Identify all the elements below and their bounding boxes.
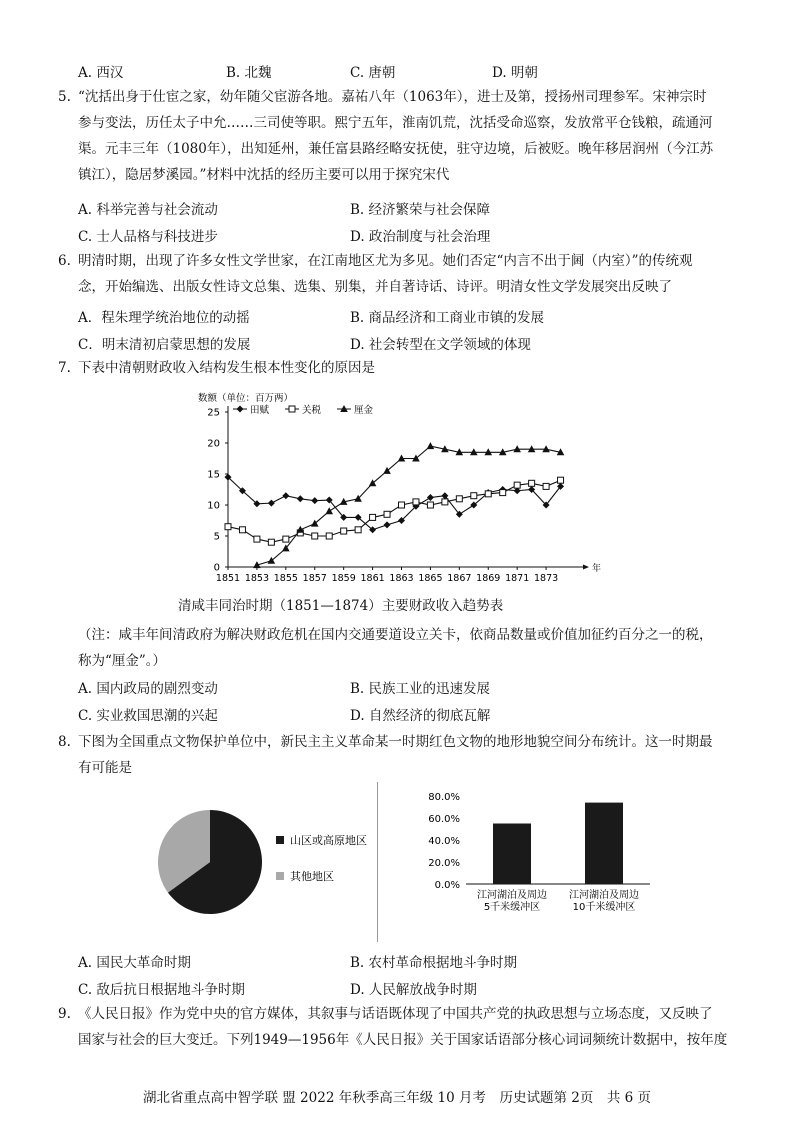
q4-option-d: D. 明朝 — [492, 65, 538, 81]
y-tick-label: 80.0% — [428, 792, 460, 803]
q7-stem: 下表中清朝财政收入结构发生根本性变化的原因是 — [78, 360, 375, 376]
chart-note — [78, 622, 748, 674]
data-point — [311, 497, 318, 504]
q8-option-b: B. 农村革命根据地斗争时期 — [350, 955, 518, 971]
note-line: 称为“厘金”。） — [78, 653, 167, 669]
data-point — [456, 496, 462, 502]
x-tick-label: 1853 — [244, 573, 270, 584]
question-7 — [58, 355, 748, 381]
q6-line: 明清时期，出现了许多女性文学世家，在江南地区尤为多见。她们否定“内言不出于阃（内室）”的传统观 — [78, 253, 693, 269]
q7-option-b: B. 民族工业的迅速发展 — [350, 681, 491, 697]
x-tick-label: 1855 — [273, 573, 298, 584]
q7-option-d: D. 自然经济的彻底瓦解 — [350, 708, 491, 724]
data-point — [485, 491, 491, 497]
legend-swatch — [276, 836, 284, 844]
q6-option-c: C．明末清初启蒙思想的发展 — [78, 337, 251, 353]
data-point — [268, 500, 275, 507]
y-tick-label: 0 — [213, 562, 220, 574]
data-point — [225, 524, 231, 530]
legend-label: 其他地区 — [290, 870, 334, 883]
data-point — [312, 533, 318, 539]
y-tick-label: 15 — [207, 469, 220, 481]
x-category-label: 江河湖泊及周边 — [477, 890, 547, 901]
data-point — [442, 499, 448, 505]
series-line — [257, 446, 561, 565]
x-tick-label: 1851 — [215, 573, 241, 584]
y-tick-label: 20 — [207, 438, 220, 450]
data-point — [427, 442, 435, 449]
series-line — [228, 477, 561, 530]
data-point — [325, 507, 333, 514]
y-tick-label: 25 — [207, 407, 220, 419]
q4-option-b: B. 北魏 — [226, 65, 272, 81]
data-point — [297, 495, 304, 502]
series-line — [228, 480, 561, 542]
q5-option-b: B. 经济繁荣与社会保障 — [350, 202, 491, 218]
q8-line: 有可能是 — [78, 760, 132, 776]
q5-option-d: D. 政治制度与社会治理 — [350, 229, 491, 245]
data-point — [296, 526, 304, 533]
q5-line: 镇江），隐居梦溪园。”材料中沈括的经历主要可以用于探究宋代 — [78, 167, 450, 183]
data-point — [254, 536, 260, 542]
legend-swatch — [276, 872, 284, 880]
x-tick-label: 1871 — [505, 573, 530, 584]
bar — [585, 803, 623, 884]
data-point — [427, 494, 434, 501]
series-田赋 — [225, 474, 565, 534]
question-number: 7. — [58, 360, 71, 376]
data-point — [529, 480, 535, 486]
data-point — [514, 482, 520, 488]
q5-option-a: A. 科举完善与社会流动 — [78, 202, 218, 218]
data-point — [384, 511, 390, 517]
q8-option-a: A. 国民大革命时期 — [78, 955, 191, 971]
x-tick-label: 1861 — [360, 573, 385, 584]
terrain-pie-chart — [150, 782, 390, 942]
page-footer: 湖北省重点高中智学联 盟 2022 年秋季高三年级 10 月考 历史试题第 2页 共 6 页 — [142, 1090, 652, 1106]
question-9 — [58, 1001, 748, 1053]
q5-option-c: C. 士人品格与科技进步 — [78, 229, 218, 245]
x-category-label: 10千米缓冲区 — [572, 902, 636, 913]
series-厘金 — [253, 442, 564, 568]
x-tick-label: 1857 — [302, 573, 327, 584]
y-tick-label: 0.0% — [434, 880, 460, 891]
legend-marker — [237, 406, 244, 413]
data-point — [558, 477, 564, 483]
note-line: （注：咸丰年间清政府为解决财政危机在国内交通要道设立关卡，依商品数量或价值加征约百分之一的税， — [78, 627, 713, 643]
y-tick-label: 5 — [213, 531, 220, 543]
q7-option-a: A. 国内政局的剧烈变动 — [78, 681, 218, 697]
q5-line: 渠。元丰三年（1080年），出知延州，兼任富县路经略安抚使，驻守边境，后被贬。晚年移居润州（今江苏 — [78, 141, 714, 157]
q9-line: 《人民日报》作为党中央的官方媒体，其叙事与话语既体现了中国共产党的执政思想与立场态度，又反映了 — [78, 1006, 713, 1022]
data-point — [384, 521, 391, 528]
data-point — [283, 536, 289, 542]
q8-option-d: D. 人民解放战争时期 — [350, 982, 477, 998]
data-point — [326, 533, 332, 539]
y-axis-title: 数额（单位：百万两） — [198, 393, 294, 404]
q6-option-a: A．程朱理学统治地位的动摇 — [78, 310, 250, 326]
data-point — [239, 527, 245, 533]
legend-item — [337, 404, 374, 416]
y-tick-label: 60.0% — [428, 814, 460, 825]
q4-option-c: C. 唐朝 — [350, 65, 396, 81]
x-tick-label: 1873 — [533, 573, 559, 584]
data-point — [413, 499, 419, 505]
question-number: 5. — [58, 89, 71, 105]
q9-line: 国家与社会的巨大变迁。下列1949—1956年《人民日报》关于国家话语部分核心词词频统计数据中，按年度 — [78, 1032, 728, 1048]
series-关税 — [225, 477, 564, 545]
q6-option-b: B. 商品经济和工商业市镇的发展 — [350, 310, 545, 326]
x-category-label: 江河湖泊及周边 — [569, 890, 639, 901]
q6-option-d: D. 社会转型在文学领域的体现 — [350, 337, 531, 353]
data-point — [471, 493, 477, 499]
legend-label: 山区或高原地区 — [290, 834, 367, 847]
x-axis-label: 年 — [592, 564, 602, 574]
chart-caption: 清咸丰同治时期（1851—1874）主要财政收入趋势表 — [178, 598, 504, 614]
x-tick-label: 1865 — [418, 573, 443, 584]
q5-line: 参与变法，历任太子中允……三司使等职。熙宁五年，淮南饥荒，沈括受命巡察，发放常平仓钱粮，疏通河 — [78, 115, 713, 131]
question-8 — [58, 729, 748, 781]
x-tick-label: 1867 — [447, 573, 472, 584]
question-number: 6. — [58, 253, 71, 269]
q8-option-c: C. 敌后抗日根据地斗争时期 — [78, 982, 245, 998]
legend-marker — [289, 406, 295, 412]
q5-line: “沈括出身于仕宦之家，幼年随父宦游各地。嘉祐八年（1063年），进士及第，授扬州司理参军。宋神宗时 — [78, 89, 707, 105]
legend-item — [233, 404, 270, 416]
data-point — [427, 502, 433, 508]
q7-option-c: C. 实业救国思潮的兴起 — [78, 708, 218, 724]
chart-divider — [377, 782, 378, 942]
legend-item — [285, 404, 322, 416]
x-tick-label: 1869 — [476, 573, 501, 584]
y-tick-label: 20.0% — [428, 858, 460, 869]
q6-line: 念，开始编选、出版女性诗文总集、选集、别集，并自著诗话、诗评。明清女性文学发展突出反映了 — [78, 279, 672, 295]
data-point — [355, 527, 361, 533]
legend-label: 厘金 — [354, 405, 374, 416]
data-point — [282, 492, 289, 499]
question-number: 9. — [58, 1006, 71, 1022]
q4-option-a: A. 西汉 — [78, 65, 124, 81]
bar — [493, 824, 531, 885]
q8-line: 下图为全国重点文物保护单位中，新民主主义革命某一时期红色文物的地形地貌空间分布统计。这一时期最 — [78, 734, 713, 750]
fiscal-revenue-line-chart — [190, 384, 610, 584]
y-tick-label: 10 — [207, 500, 220, 512]
legend-label: 田赋 — [250, 405, 270, 416]
buffer-zone-bar-chart — [410, 782, 660, 942]
legend-label: 关税 — [302, 405, 322, 416]
x-tick-label: 1863 — [389, 573, 414, 584]
data-point — [341, 528, 347, 534]
x-category-label: 5千米缓冲区 — [483, 902, 541, 913]
x-axis-arrow — [583, 565, 589, 570]
data-point — [543, 483, 549, 489]
data-point — [399, 502, 405, 508]
data-point — [500, 490, 506, 496]
data-point — [268, 539, 274, 545]
data-point — [370, 514, 376, 520]
question-6 — [58, 248, 748, 300]
question-number: 8. — [58, 734, 71, 750]
question-5 — [58, 84, 748, 188]
y-tick-label: 40.0% — [428, 836, 460, 847]
x-tick-label: 1859 — [331, 573, 356, 584]
